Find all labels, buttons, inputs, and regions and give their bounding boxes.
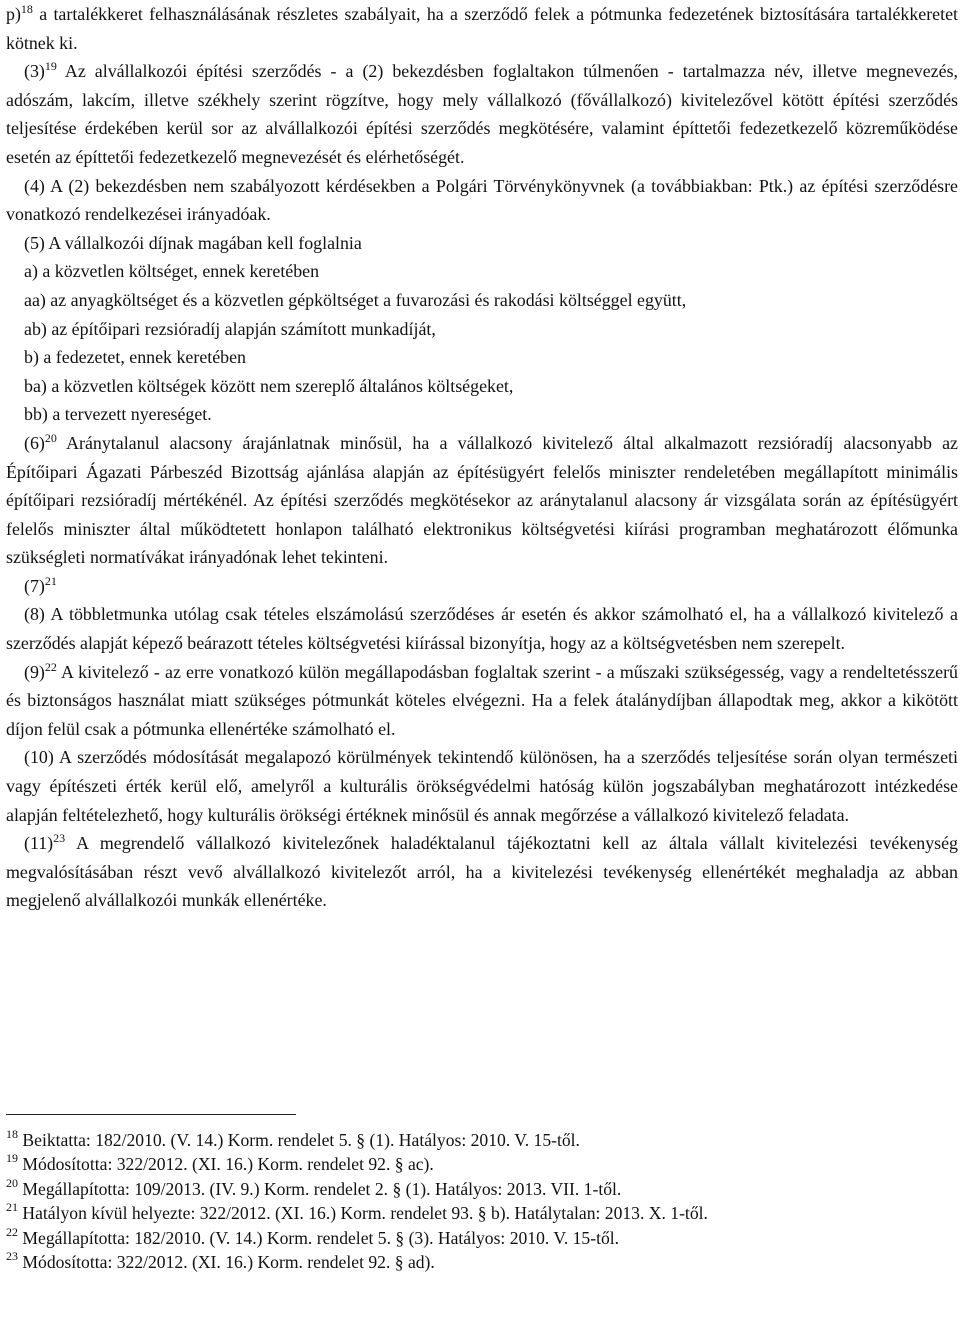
footnote-ref[interactable]: 18 xyxy=(20,2,33,16)
paragraph-number: p) xyxy=(6,4,21,24)
paragraph-8 xyxy=(6,600,958,657)
footnote-text: Megállapította: 109/2013. (IV. 9.) Korm. rendelet 2. § (1). Hatályos: 2013. VII. 1-től. xyxy=(18,1178,622,1199)
footnote-21 xyxy=(6,1201,958,1225)
paragraph-5bb xyxy=(6,400,958,429)
paragraph-5a xyxy=(6,257,958,286)
footnote-22 xyxy=(6,1226,958,1250)
footnote-23 xyxy=(6,1250,958,1274)
paragraph-11 xyxy=(6,829,958,915)
paragraph-text: A megrendelő vállalkozó kivitelezőnek haladéktalanul tájékoztatni kell az általa vállalt kivitelezési tevékenység megvalósításában részt vevő alvállalkozó kivitelezőt arról, ha a kivitelezési tevékenység ellenértékét meghaladja az abban megjelenő alvállalkozói munkák ellenértéke. xyxy=(6,833,958,911)
paragraph-text: aa) az anyagköltséget és a közvetlen gépköltséget a fuvarozási és rakodási költséggel együtt, xyxy=(24,289,687,310)
footnote-ref[interactable]: 19 xyxy=(44,59,57,74)
footnote-text: Megállapította: 182/2010. (V. 14.) Korm. rendelet 5. § (3). Hatályos: 2010. V. 15-től. xyxy=(18,1227,620,1248)
paragraph-text: b) a fedezetet, ennek keretében xyxy=(24,347,246,368)
footnote-18 xyxy=(6,1128,958,1152)
paragraph-text: (5) A vállalkozói díjnak magában kell foglalnia xyxy=(24,232,362,253)
footnote-ref[interactable]: 22 xyxy=(44,659,57,674)
paragraph-5 xyxy=(6,229,958,258)
paragraph-10 xyxy=(6,743,958,829)
paragraph-6 xyxy=(6,429,958,572)
paragraph-text: (10) A szerződés módosítását megalapozó körülmények tekintendő különösen, ha a szerződés teljesítése során olyan természeti vagy építészeti érték kerül elő, amelyről a kulturális örökségvédelmi hatóság külön jogszabályban meghatározott intézkedése alapján feltételezhető, hogy kulturális örökségi értéknek minősül és annak megőrzése a vállalkozó kivitelező feladata. xyxy=(6,747,958,825)
paragraph-text: (8) A többletmunka utólag csak tételes elszámolású szerződéses ár esetén és akkor számolható el, ha a vállalkozó kivitelező a szerződés alapját képező beárazott tételes költségvetési kiírással bizonyítja, hogy az a költségvetésben nem szerepelt. xyxy=(6,604,958,654)
paragraph-5ba xyxy=(6,372,958,401)
footnote-number: 18 xyxy=(6,1127,18,1141)
footnote-ref[interactable]: 23 xyxy=(53,831,66,846)
paragraph-text: a) a közvetlen költséget, ennek keretében xyxy=(24,261,320,282)
footnotes xyxy=(6,1128,958,1274)
document-body xyxy=(6,0,958,915)
paragraph-number: (7) xyxy=(24,575,45,596)
paragraph-4 xyxy=(6,172,958,229)
footnote-ref[interactable]: 20 xyxy=(44,430,57,445)
paragraph-7 xyxy=(6,572,958,601)
paragraph-text: bb) a tervezett nyereséget. xyxy=(24,404,212,425)
footnote-number: 23 xyxy=(6,1249,18,1264)
paragraph-5aa xyxy=(6,286,958,315)
paragraph-number: (3) xyxy=(24,61,45,82)
paragraph-number: (9) xyxy=(24,661,45,682)
paragraph-text: Aránytalanul alacsony árajánlatnak minősül, ha a vállalkozó kivitelező által alkalmazott rezsióradíj alacsonyabb az Építőipari Ágazati Párbeszéd Bizottság ajánlása alapján az építésügyért felelős miniszter rendeletében megállapított minimális építőipari rezsióradíj mértékénél. Az építési szerződés megkötésekor az aránytalanul alacsony ár vizsgálata során az építésügyért felelős miniszter által működtetett honlapon található elektronikus költségvetési kiírási programban meghatározott élőmunka szükségleti normatívákat irányadónak lehet tekinteni. xyxy=(6,432,958,568)
paragraph-text: ab) az építőipari rezsióradíj alapján számított munkadíját, xyxy=(24,318,436,339)
footnote-20 xyxy=(6,1177,958,1201)
paragraph-text: ba) a közvetlen költségek között nem szereplő általános költségeket, xyxy=(24,375,514,396)
footnote-number: 19 xyxy=(6,1151,18,1166)
paragraph-3 xyxy=(6,57,958,171)
footnote-separator xyxy=(6,1114,296,1115)
paragraph-5ab xyxy=(6,315,958,344)
footnote-19 xyxy=(6,1152,958,1176)
footnote-ref[interactable]: 21 xyxy=(44,573,57,588)
footnote-text: Módosította: 322/2012. (XI. 16.) Korm. rendelet 92. § ad). xyxy=(18,1252,435,1273)
paragraph-number: (6) xyxy=(24,432,45,453)
paragraph-number: (11) xyxy=(24,833,54,854)
footnote-number: 20 xyxy=(6,1175,18,1190)
footnote-text: Hatályon kívül helyezte: 322/2012. (XI. 16.) Korm. rendelet 93. § b). Hatálytalan: 2013. X. 1-től. xyxy=(18,1203,708,1224)
paragraph-9 xyxy=(6,658,958,744)
footnote-text: Beiktatta: 182/2010. (V. 14.) Korm. rendelet 5. § (1). Hatályos: 2010. V. 15-től. xyxy=(18,1130,580,1150)
footnote-number: 22 xyxy=(6,1224,18,1239)
paragraph-5b xyxy=(6,343,958,372)
paragraph-text: a tartalékkeret felhasználásának részletes szabályait, ha a szerződő felek a pótmunka fedezetének biztosítására tartalékkeretet kötnek ki. xyxy=(6,4,958,53)
paragraph-text: (4) A (2) bekezdésben nem szabályozott kérdésekben a Polgári Törvénykönyvnek (a továbbiakban: Ptk.) az építési szerződésre vonatkozó rendelkezései irányadóak. xyxy=(6,175,958,225)
paragraph-text: Az alvállalkozói építési szerződés - a (2) bekezdésben foglaltakon túlmenően - tartalmazza név, illetve megnevezés, adószám, lakcím, illetve székhely szerint rögzítve, hogy mely vállalkozó (fővállalkozó) kivitelezővel kötött építési szerződés teljesítése érdekében kerül sor az alvállalkozói építési szerződés megkötésére, valamint építtetői fedezetkezelő közreműködése esetén az építtetői fedezetkezelő megnevezését és elérhetőségét. xyxy=(6,61,958,167)
paragraph-p xyxy=(6,0,958,57)
footnote-number: 21 xyxy=(6,1200,18,1215)
footnote-text: Módosította: 322/2012. (XI. 16.) Korm. rendelet 92. § ac). xyxy=(18,1154,434,1175)
paragraph-text: A kivitelező - az erre vonatkozó külön megállapodásban foglaltak szerint - a műszaki szükségesség, vagy a rendeltetésszerű és biztonságos használat miatt szükséges pótmunkát köteles elvégezni. Ha a felek átalánydíjban állapodtak meg, akkor a kikötött díjon felül csak a pótmunka ellenértéke számolható el. xyxy=(6,661,958,739)
